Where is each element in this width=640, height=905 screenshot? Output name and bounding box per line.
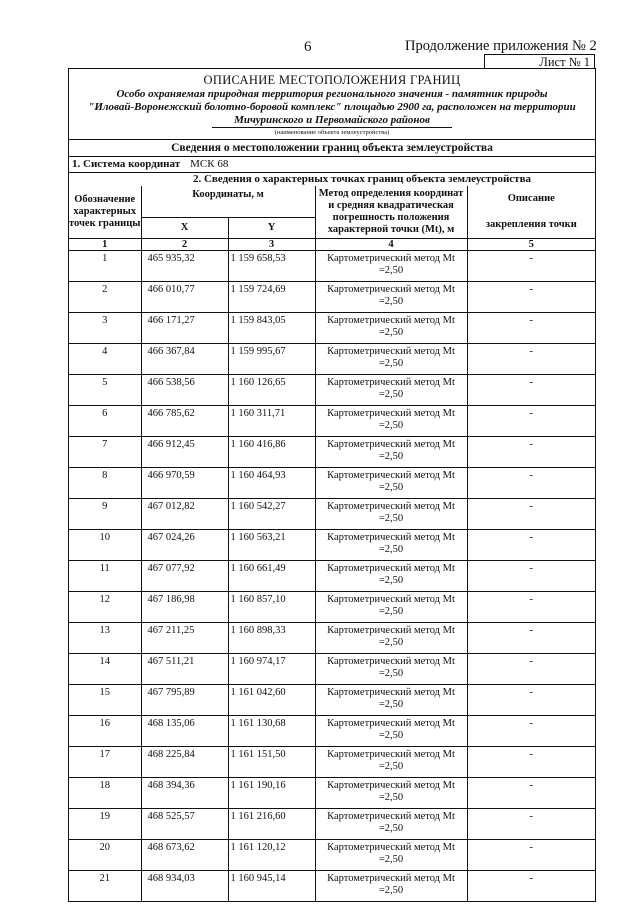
subtitle-line-3: Мичуринского и Первомайского районов	[234, 114, 430, 126]
header-x: X	[141, 218, 228, 239]
point-number: 18	[69, 778, 141, 809]
coordinate-y: 1 160 661,49	[228, 561, 315, 592]
method-text: Картометрический метод Mt	[327, 811, 455, 822]
method-accuracy: =2,50	[378, 699, 404, 710]
method-accuracy: =2,50	[378, 575, 404, 586]
coordinate-x: 466 367,84	[141, 344, 228, 375]
coordinate-y: 1 161 190,16	[228, 778, 315, 809]
coordinate-y: 1 161 151,50	[228, 747, 315, 778]
method-cell	[315, 406, 467, 437]
point-number: 10	[69, 530, 141, 561]
point-description: -	[467, 468, 595, 499]
point-number: 21	[69, 871, 141, 902]
method-text: Картометрический метод Mt	[327, 687, 455, 698]
coordinate-y: 1 160 898,33	[228, 623, 315, 654]
point-number: 5	[69, 375, 141, 406]
point-description: -	[467, 406, 595, 437]
point-description: -	[467, 251, 595, 282]
column-number: 4	[315, 239, 467, 251]
coordinate-x: 466 171,27	[141, 313, 228, 344]
table-row	[69, 592, 595, 623]
method-accuracy: =2,50	[378, 854, 404, 865]
method-accuracy: =2,50	[378, 389, 404, 400]
header-method: Метод определения координат и средняя квадратическая погрешность положения характерной точки (Mt), м	[315, 186, 467, 239]
method-cell	[315, 251, 467, 282]
caption-underline	[212, 127, 452, 128]
method-accuracy: =2,50	[378, 420, 404, 431]
method-cell	[315, 871, 467, 902]
point-description: -	[467, 623, 595, 654]
point-description: -	[467, 282, 595, 313]
point-number: 12	[69, 592, 141, 623]
table-row	[69, 437, 595, 468]
point-description: -	[467, 313, 595, 344]
coordinate-y: 1 159 995,67	[228, 344, 315, 375]
coordinate-x: 468 934,03	[141, 871, 228, 902]
method-text: Картометрический метод Mt	[327, 594, 455, 605]
table-row	[69, 344, 595, 375]
point-description: -	[467, 592, 595, 623]
method-accuracy: =2,50	[378, 513, 404, 524]
header-y: Y	[228, 218, 315, 239]
method-cell	[315, 840, 467, 871]
method-cell	[315, 623, 467, 654]
coordinate-x: 467 077,92	[141, 561, 228, 592]
method-text: Картометрический метод Mt	[327, 501, 455, 512]
method-accuracy: =2,50	[378, 544, 404, 555]
table-row	[69, 840, 595, 871]
method-accuracy: =2,50	[378, 668, 404, 679]
table-row	[69, 251, 595, 282]
coordinate-y: 1 160 126,65	[228, 375, 315, 406]
coordinate-x: 465 935,32	[141, 251, 228, 282]
point-description: -	[467, 716, 595, 747]
subtitle-line-2: "Иловай-Воронежский болотно-боровой комплекс" площадью 2900 га, расположен на территории	[88, 101, 576, 113]
coordinate-y: 1 160 945,14	[228, 871, 315, 902]
method-cell	[315, 778, 467, 809]
point-description: -	[467, 344, 595, 375]
point-number: 4	[69, 344, 141, 375]
coordinate-x: 468 225,84	[141, 747, 228, 778]
method-cell	[315, 654, 467, 685]
table-row	[69, 871, 595, 902]
coordinate-y: 1 161 042,60	[228, 685, 315, 716]
coordinate-system-row	[69, 157, 595, 173]
method-cell	[315, 282, 467, 313]
point-number: 6	[69, 406, 141, 437]
point-description: -	[467, 809, 595, 840]
method-cell	[315, 716, 467, 747]
point-number: 2	[69, 282, 141, 313]
point-number: 14	[69, 654, 141, 685]
point-description: -	[467, 375, 595, 406]
method-accuracy: =2,50	[378, 451, 404, 462]
section-1-title: Сведения о местоположении границ объекта землеустройства	[69, 140, 595, 157]
coordinate-x: 466 912,45	[141, 437, 228, 468]
coordinate-y: 1 160 416,86	[228, 437, 315, 468]
table-body	[69, 239, 595, 902]
header-point: Обозначение характерных точек границы	[69, 186, 141, 239]
coordinate-x: 467 211,25	[141, 623, 228, 654]
coordinate-x: 467 511,21	[141, 654, 228, 685]
table-row	[69, 716, 595, 747]
sheet-label: Лист № 1	[484, 54, 595, 69]
table-row	[69, 406, 595, 437]
coordinate-y: 1 161 130,68	[228, 716, 315, 747]
point-description: -	[467, 561, 595, 592]
method-cell	[315, 561, 467, 592]
method-text: Картометрический метод Mt	[327, 780, 455, 791]
method-cell	[315, 375, 467, 406]
table-row	[69, 282, 595, 313]
method-accuracy: =2,50	[378, 823, 404, 834]
coordinate-y: 1 160 542,27	[228, 499, 315, 530]
column-number: 1	[69, 239, 141, 251]
coordinate-y: 1 160 464,93	[228, 468, 315, 499]
point-number: 19	[69, 809, 141, 840]
method-text: Картометрический метод Mt	[327, 284, 455, 295]
column-number: 2	[141, 239, 228, 251]
point-number: 9	[69, 499, 141, 530]
table-row	[69, 468, 595, 499]
table-row	[69, 685, 595, 716]
point-description: -	[467, 437, 595, 468]
method-text: Картометрический метод Mt	[327, 532, 455, 543]
point-number: 11	[69, 561, 141, 592]
point-number: 20	[69, 840, 141, 871]
method-accuracy: =2,50	[378, 730, 404, 741]
method-text: Картометрический метод Mt	[327, 749, 455, 760]
method-accuracy: =2,50	[378, 885, 404, 896]
table-row	[69, 561, 595, 592]
appendix-label: Продолжение приложения № 2	[405, 38, 597, 54]
method-accuracy: =2,50	[378, 637, 404, 648]
method-text: Картометрический метод Mt	[327, 253, 455, 264]
coordinate-x: 467 012,82	[141, 499, 228, 530]
table-row	[69, 313, 595, 344]
coordinate-system-label: 1. Система координат	[72, 158, 181, 170]
header-coordinates: Координаты, м	[141, 186, 315, 218]
method-cell	[315, 530, 467, 561]
coordinate-y: 1 160 563,21	[228, 530, 315, 561]
document-header	[69, 69, 595, 140]
document-title: ОПИСАНИЕ МЕСТОПОЛОЖЕНИЯ ГРАНИЦ	[203, 73, 461, 87]
method-text: Картометрический метод Mt	[327, 842, 455, 853]
method-accuracy: =2,50	[378, 296, 404, 307]
coordinate-x: 466 538,56	[141, 375, 228, 406]
page-number: 6	[304, 39, 312, 55]
point-number: 8	[69, 468, 141, 499]
method-cell	[315, 747, 467, 778]
method-text: Картометрический метод Mt	[327, 377, 455, 388]
method-text: Картометрический метод Mt	[327, 625, 455, 636]
method-cell	[315, 499, 467, 530]
coordinate-x: 467 024,26	[141, 530, 228, 561]
coordinate-y: 1 159 843,05	[228, 313, 315, 344]
point-number: 15	[69, 685, 141, 716]
method-text: Картометрический метод Mt	[327, 315, 455, 326]
method-cell	[315, 437, 467, 468]
table-row	[69, 499, 595, 530]
subtitle-line-1: Особо охраняемая природная территория регионального значения - памятник природы	[116, 88, 548, 100]
coordinate-x: 468 394,36	[141, 778, 228, 809]
coordinate-x: 467 795,89	[141, 685, 228, 716]
table-row	[69, 654, 595, 685]
coordinate-y: 1 160 857,10	[228, 592, 315, 623]
method-text: Картометрический метод Mt	[327, 346, 455, 357]
method-accuracy: =2,50	[378, 482, 404, 493]
point-description: -	[467, 747, 595, 778]
method-cell	[315, 809, 467, 840]
table-row	[69, 747, 595, 778]
coordinate-x: 466 010,77	[141, 282, 228, 313]
point-number: 3	[69, 313, 141, 344]
point-number: 17	[69, 747, 141, 778]
method-text: Картометрический метод Mt	[327, 470, 455, 481]
coordinate-x: 468 525,57	[141, 809, 228, 840]
header-description-bottom: закрепления точки	[485, 219, 577, 230]
point-description: -	[467, 654, 595, 685]
coordinate-x: 468 135,06	[141, 716, 228, 747]
coordinate-y: 1 160 974,17	[228, 654, 315, 685]
point-description: -	[467, 530, 595, 561]
point-number: 16	[69, 716, 141, 747]
method-accuracy: =2,50	[378, 792, 404, 803]
method-accuracy: =2,50	[378, 358, 404, 369]
column-number: 3	[228, 239, 315, 251]
method-text: Картометрический метод Mt	[327, 718, 455, 729]
point-number: 13	[69, 623, 141, 654]
table-row	[69, 809, 595, 840]
coordinate-y: 1 161 216,60	[228, 809, 315, 840]
coordinate-x: 466 785,62	[141, 406, 228, 437]
method-cell	[315, 313, 467, 344]
method-text: Картометрический метод Mt	[327, 439, 455, 450]
point-number: 7	[69, 437, 141, 468]
point-description: -	[467, 778, 595, 809]
method-accuracy: =2,50	[378, 265, 404, 276]
column-numbers-row	[69, 239, 595, 251]
point-description: -	[467, 840, 595, 871]
point-number: 1	[69, 251, 141, 282]
coordinate-x: 468 673,62	[141, 840, 228, 871]
method-accuracy: =2,50	[378, 606, 404, 617]
coordinate-y: 1 159 724,69	[228, 282, 315, 313]
document-frame	[68, 68, 596, 902]
method-accuracy: =2,50	[378, 327, 404, 338]
method-cell	[315, 344, 467, 375]
coordinate-system-value: МСК 68	[190, 158, 229, 170]
table-row	[69, 778, 595, 809]
table-row	[69, 623, 595, 654]
table-row	[69, 530, 595, 561]
method-text: Картометрический метод Mt	[327, 873, 455, 884]
method-accuracy: =2,50	[378, 761, 404, 772]
method-cell	[315, 685, 467, 716]
method-text: Картометрический метод Mt	[327, 408, 455, 419]
method-text: Картометрический метод Mt	[327, 656, 455, 667]
method-text: Картометрический метод Mt	[327, 563, 455, 574]
coordinate-y: 1 159 658,53	[228, 251, 315, 282]
points-table	[69, 186, 595, 901]
coordinate-y: 1 161 120,12	[228, 840, 315, 871]
table-row	[69, 375, 595, 406]
coordinate-x: 466 970,59	[141, 468, 228, 499]
caption-text: (наименование объекта землеустройства)	[274, 129, 390, 136]
column-number: 5	[467, 239, 595, 251]
method-cell	[315, 468, 467, 499]
coordinate-y: 1 160 311,71	[228, 406, 315, 437]
coordinate-x: 467 186,98	[141, 592, 228, 623]
point-description: -	[467, 871, 595, 902]
header-description-top: Описание	[507, 193, 555, 204]
point-description: -	[467, 499, 595, 530]
section-2-title: 2. Сведения о характерных точках границ объекта землеустройства	[192, 173, 532, 185]
point-description: -	[467, 685, 595, 716]
header-description	[467, 186, 595, 239]
method-cell	[315, 592, 467, 623]
